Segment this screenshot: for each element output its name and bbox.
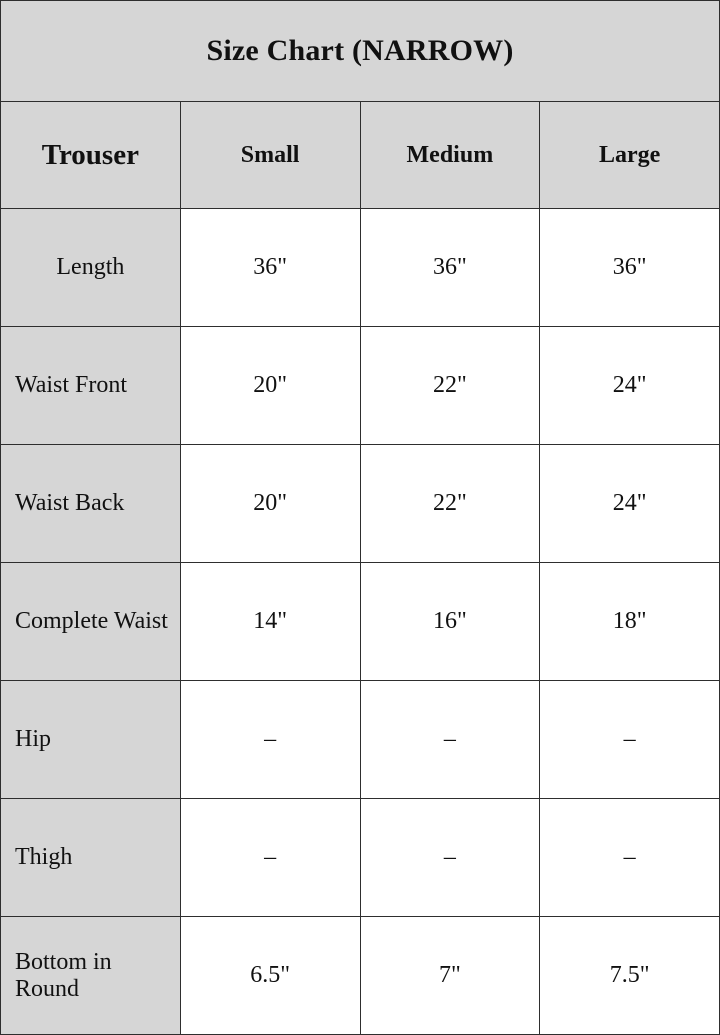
column-header-row [1,102,720,209]
cell-value: – [540,799,720,917]
table-row [1,209,720,327]
cell-value: 7" [360,917,540,1035]
page-title: Size Chart (NARROW) [1,1,720,102]
table-row [1,799,720,917]
cell-value: 36" [180,209,360,327]
table-row [1,327,720,445]
cell-value: 22" [360,445,540,563]
cell-value: 22" [360,327,540,445]
cell-value: 6.5" [180,917,360,1035]
size-chart-body [1,1,720,1035]
row-label: Bottom in Round [1,917,181,1035]
row-header-label: Trouser [1,102,181,209]
title-row [1,1,720,102]
row-label: Length [1,209,181,327]
cell-value: 7.5" [540,917,720,1035]
row-label: Waist Back [1,445,181,563]
cell-value: 16" [360,563,540,681]
cell-value: – [360,799,540,917]
table-row [1,445,720,563]
cell-value: – [540,681,720,799]
cell-value: – [360,681,540,799]
row-label: Complete Waist [1,563,181,681]
cell-value: 24" [540,445,720,563]
row-label: Hip [1,681,181,799]
cell-value: 20" [180,327,360,445]
table-row [1,681,720,799]
cell-value: 24" [540,327,720,445]
row-label: Thigh [1,799,181,917]
column-header-large: Large [540,102,720,209]
column-header-small: Small [180,102,360,209]
table-row [1,563,720,681]
cell-value: 36" [360,209,540,327]
column-header-medium: Medium [360,102,540,209]
cell-value: 18" [540,563,720,681]
cell-value: – [180,799,360,917]
cell-value: – [180,681,360,799]
cell-value: 14" [180,563,360,681]
cell-value: 20" [180,445,360,563]
row-label: Waist Front [1,327,181,445]
cell-value: 36" [540,209,720,327]
table-row [1,917,720,1035]
